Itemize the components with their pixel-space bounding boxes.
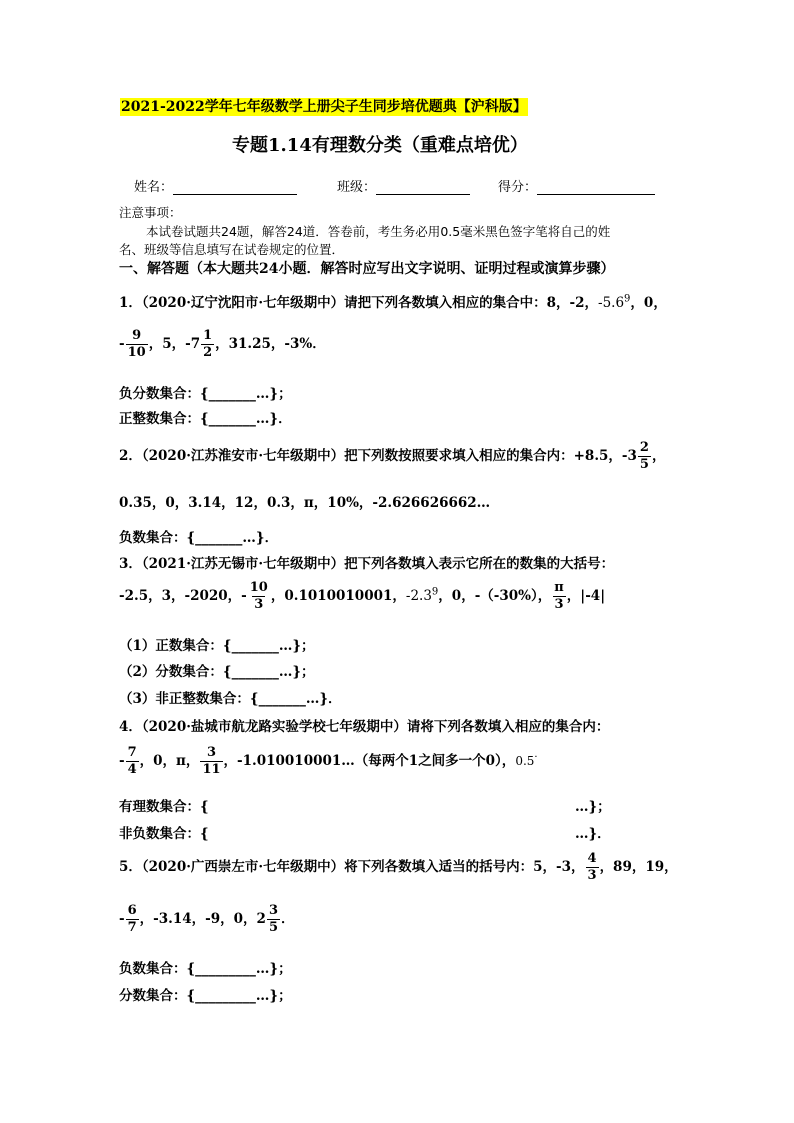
q1-prompt-text: 1．（2020·辽宁沈阳市·七年级期中）请把下列各数填入相应的集合中：8，-2， xyxy=(119,295,599,311)
q4-set-1-end: …}； xyxy=(575,799,611,815)
info-line xyxy=(134,176,297,195)
q4-set-2-end: …}． xyxy=(575,826,611,842)
q1-frac1-neg: - xyxy=(119,336,125,352)
q4-rep: 0.5 xyxy=(515,754,535,768)
q3-repeating-item xyxy=(406,588,438,604)
q5-frac1-num: 4 xyxy=(587,851,597,866)
question-4-prompt: 4．（2020·盐城市航龙路实验学校七年级期中）请将下列各数填入相应的集合内： xyxy=(119,719,610,735)
q1-set-1[interactable]: 负分数集合：{_______…}； xyxy=(119,386,292,402)
q4-tail: ，-1.010010001…（每两个1之间多一个0）， xyxy=(223,753,516,769)
class-field[interactable] xyxy=(376,182,470,195)
q4-fraction-1 xyxy=(126,745,139,778)
q3-set-1[interactable]: （1）正数集合：{_______…}； xyxy=(119,638,315,654)
class-label: 班级： xyxy=(337,180,377,195)
q3-rep-dot: 9 xyxy=(431,586,439,598)
name-label: 姓名： xyxy=(134,180,174,195)
q2-prompt-tail: ， xyxy=(651,448,666,464)
q5-frac2-den: 7 xyxy=(127,920,137,935)
q3-frac2-den: 3 xyxy=(554,597,564,612)
q5-frac1-den: 3 xyxy=(587,868,597,883)
page-title: 专题1.14有理数分类（重难点培优） xyxy=(232,135,528,156)
q1-mid: ，5，-7 xyxy=(148,336,201,352)
q5-set-1[interactable]: 负数集合：{_________…}； xyxy=(119,961,292,977)
q4-frac1-num: 7 xyxy=(127,745,137,760)
q3-frac2-num: π xyxy=(554,580,564,595)
q5-fraction-1 xyxy=(586,851,599,884)
q5-mixed-den: 5 xyxy=(268,920,278,935)
q1-frac1-num: 9 xyxy=(132,328,142,343)
q4-frac2-num: 3 xyxy=(206,745,216,760)
q1-fraction-1 xyxy=(126,328,148,361)
series-title xyxy=(120,96,528,116)
question-2-line-2: 0.35，0，3.14，12，0.3，π，10%，-2.626626662… xyxy=(119,495,491,511)
q3-frac-den: 3 xyxy=(254,597,264,612)
question-1-line-2 xyxy=(119,328,326,361)
q1-tail1: ，0， xyxy=(630,295,667,311)
question-2-prompt xyxy=(119,440,665,473)
class-field-group xyxy=(337,176,470,195)
q4-frac2-den: 11 xyxy=(202,762,221,777)
q3-set-3[interactable]: （3）非正整数集合：{_______…}． xyxy=(119,691,342,707)
q4-neg: - xyxy=(119,753,125,769)
name-field[interactable] xyxy=(173,182,297,195)
q5-mid: ，-3.14，-9，0，2 xyxy=(139,911,266,927)
q1-tail2: ，31.25，-3%． xyxy=(215,336,326,352)
q4-mid: ，0，π， xyxy=(139,753,200,769)
q2-prompt-text: 2．（2020·江苏淮安市·七年级期中）把下列数按照要求填入相应的集合内：+8.5，-3 xyxy=(119,448,637,464)
q5-mixed-fraction xyxy=(267,903,280,936)
q3-mid2: ，0，-（-30%）， xyxy=(438,588,552,604)
notice-heading: 注意事项： xyxy=(119,205,182,220)
question-5-prompt xyxy=(119,851,678,884)
q3-head: -2.5，3，-2020，- xyxy=(119,588,247,604)
q1-frac1-den: 10 xyxy=(127,345,146,360)
q3-fraction-1 xyxy=(248,580,270,613)
notice-line-2: 名、班级等信息填写在试卷规定的位置． xyxy=(119,242,345,257)
q1-repeating-item xyxy=(598,295,630,311)
q2-mixed-den: 5 xyxy=(639,457,649,472)
q5-tail: ． xyxy=(280,911,295,927)
q3-frac-num: 10 xyxy=(249,580,268,595)
q4-set-1-label[interactable]: 有理数集合：{ xyxy=(119,799,209,815)
q3-set-2[interactable]: （2）分数集合：{_______…}； xyxy=(119,664,315,680)
q1-mixed-den: 2 xyxy=(203,345,213,360)
question-5-line-2 xyxy=(119,903,294,936)
question-3-line-2 xyxy=(119,580,605,613)
section-heading: 一、解答题（本大题共24小题．解答时应写出文字说明、证明过程或演算步骤） xyxy=(119,261,615,277)
q1-item-a: -5.6 xyxy=(598,295,625,311)
q1-set-2[interactable]: 正整数集合：{_______…}． xyxy=(119,411,292,427)
q3-rep: -2.3 xyxy=(405,588,432,604)
q4-set-2-label[interactable]: 非负数集合：{ xyxy=(119,826,209,842)
q2-mixed-num: 2 xyxy=(639,440,649,455)
score-field[interactable] xyxy=(537,182,655,195)
score-label: 得分： xyxy=(498,180,538,195)
q4-repeating-item xyxy=(515,754,537,768)
q4-fraction-2 xyxy=(200,745,222,778)
q2-set-1[interactable]: 负数集合：{_______…}． xyxy=(119,530,279,546)
q3-fraction-2 xyxy=(552,580,566,613)
notice-line-1: 本试卷试题共24题，解答24道．答卷前，考生务必用0.5毫米黑色签字笔将自己的姓 xyxy=(146,224,611,239)
q5-neg: - xyxy=(119,911,125,927)
q4-rep-dot: · xyxy=(534,752,538,763)
q3-tail: ，|-4| xyxy=(566,588,606,604)
q5-prompt-text: 5．（2020·广西崇左市·七年级期中）将下列各数填入适当的括号内：5，-3， xyxy=(119,859,585,875)
score-field-group xyxy=(498,176,655,195)
series-title-highlight: 2021-2022学年七年级数学上册尖子生同步培优题典【沪科版】 xyxy=(121,99,527,115)
q1-mixed-fraction xyxy=(201,328,214,361)
q5-fraction-2 xyxy=(126,903,139,936)
q5-prompt-tail: ，89，19， xyxy=(599,859,678,875)
question-3-prompt: 3．（2021·江苏无锡市·七年级期中）把下列各数填入表示它所在的数集的大括号： xyxy=(119,556,615,572)
question-4-line-2 xyxy=(119,745,538,778)
q5-frac2-num: 6 xyxy=(127,903,137,918)
q5-mixed-num: 3 xyxy=(268,903,278,918)
q2-mixed-fraction xyxy=(638,440,651,473)
q1-mixed-num: 1 xyxy=(203,328,213,343)
q5-set-2[interactable]: 分数集合：{_________…}； xyxy=(119,988,292,1004)
q3-mid: ，0.1010010001， xyxy=(270,588,406,604)
q4-frac1-den: 4 xyxy=(127,762,137,777)
question-1-prompt xyxy=(119,291,667,311)
q1-item-a-dot: 9 xyxy=(624,293,631,305)
